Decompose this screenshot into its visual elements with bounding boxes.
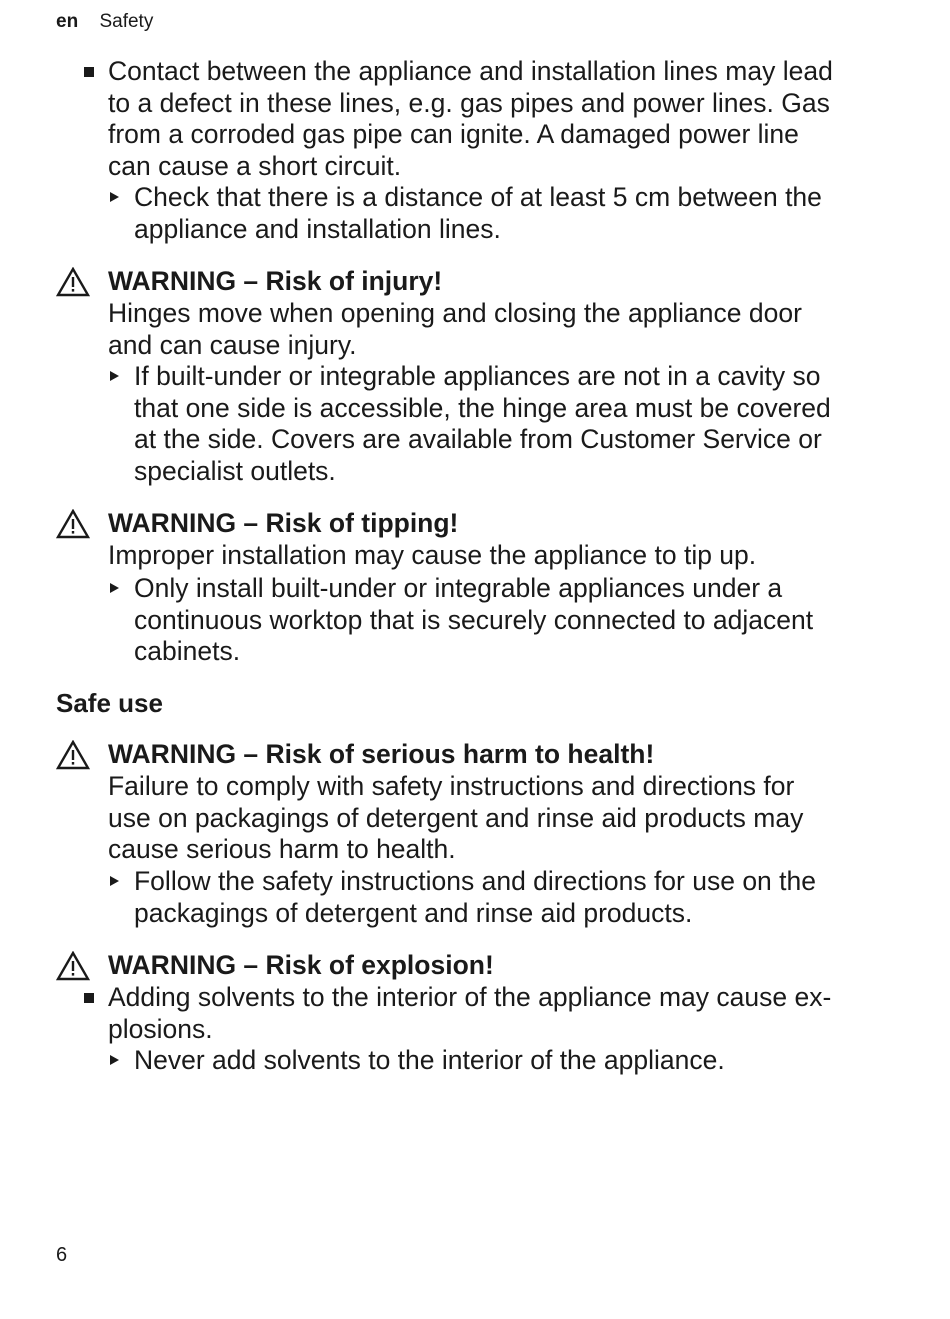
warning-triangle-icon [56,951,90,981]
step-line: at the side. Covers are available from Customer Service or [134,424,822,454]
step-line: Never add solvents to the interior of the appliance. [134,1045,725,1075]
step-line: appliance and installation lines. [134,213,501,244]
language-code: en [56,11,79,32]
section-name: Safety [99,11,154,32]
paragraph-line: can cause a short circuit. [108,150,402,181]
step-line: Only install built-under or integrable appliances under a [134,573,783,603]
warning-title: WARNING – Risk of explosion! [108,950,494,980]
arrow-step-icon [110,1055,119,1065]
page-number: 6 [56,1244,68,1266]
warning-title: WARNING – Risk of injury! [108,266,443,296]
arrow-step-icon [110,192,119,202]
arrow-step-icon [110,371,119,381]
arrow-step-icon [110,876,119,886]
square-bullet-icon [84,993,94,1003]
section-heading: Safe use [56,688,163,718]
warning-triangle-icon [56,267,90,297]
step-line: cabinets. [134,636,241,666]
warning-title: WARNING – Risk of tipping! [108,508,459,538]
square-bullet-icon [84,67,94,77]
paragraph-line: to a defect in these lines, e.g. gas pipes and power lines. Gas [108,87,830,118]
step-line: that one side is accessible, the hinge area must be covered [134,392,831,423]
warning-title: WARNING – Risk of serious harm to health! [108,739,655,769]
step-line: If built-under or integrable appliances are not in a cavity so [134,361,821,391]
paragraph-line: Adding solvents to the interior of the appliance may cause ex- [108,982,832,1012]
step-line: Check that there is a distance of at least 5 cm between the [134,182,822,212]
page-header [56,9,153,35]
paragraph-line: Improper installation may cause the appliance to tip up. [108,540,757,570]
warning-triangle-icon [56,509,90,539]
paragraph-line: plosions. [108,1013,213,1044]
step-line: continuous worktop that is securely connected to adjacent [134,604,814,635]
paragraph-line: use on packagings of detergent and rinse aid products may [108,802,804,833]
paragraph-line: from a corroded gas pipe can ignite. A damaged power line [108,119,799,149]
paragraph-line: and can cause injury. [108,329,357,360]
step-line: Follow the safety instructions and directions for use on the [134,866,816,896]
step-line: packagings of detergent and rinse aid products. [134,897,693,928]
step-line: specialist outlets. [134,455,336,486]
paragraph-line: Contact between the appliance and installation lines may lead [108,56,833,86]
paragraph-line: cause serious harm to health. [108,834,456,864]
paragraph-line: Failure to comply with safety instructions and directions for [108,771,795,801]
arrow-step-icon [110,583,119,593]
paragraph-line: Hinges move when opening and closing the appliance door [108,298,802,328]
warning-triangle-icon [56,740,90,770]
